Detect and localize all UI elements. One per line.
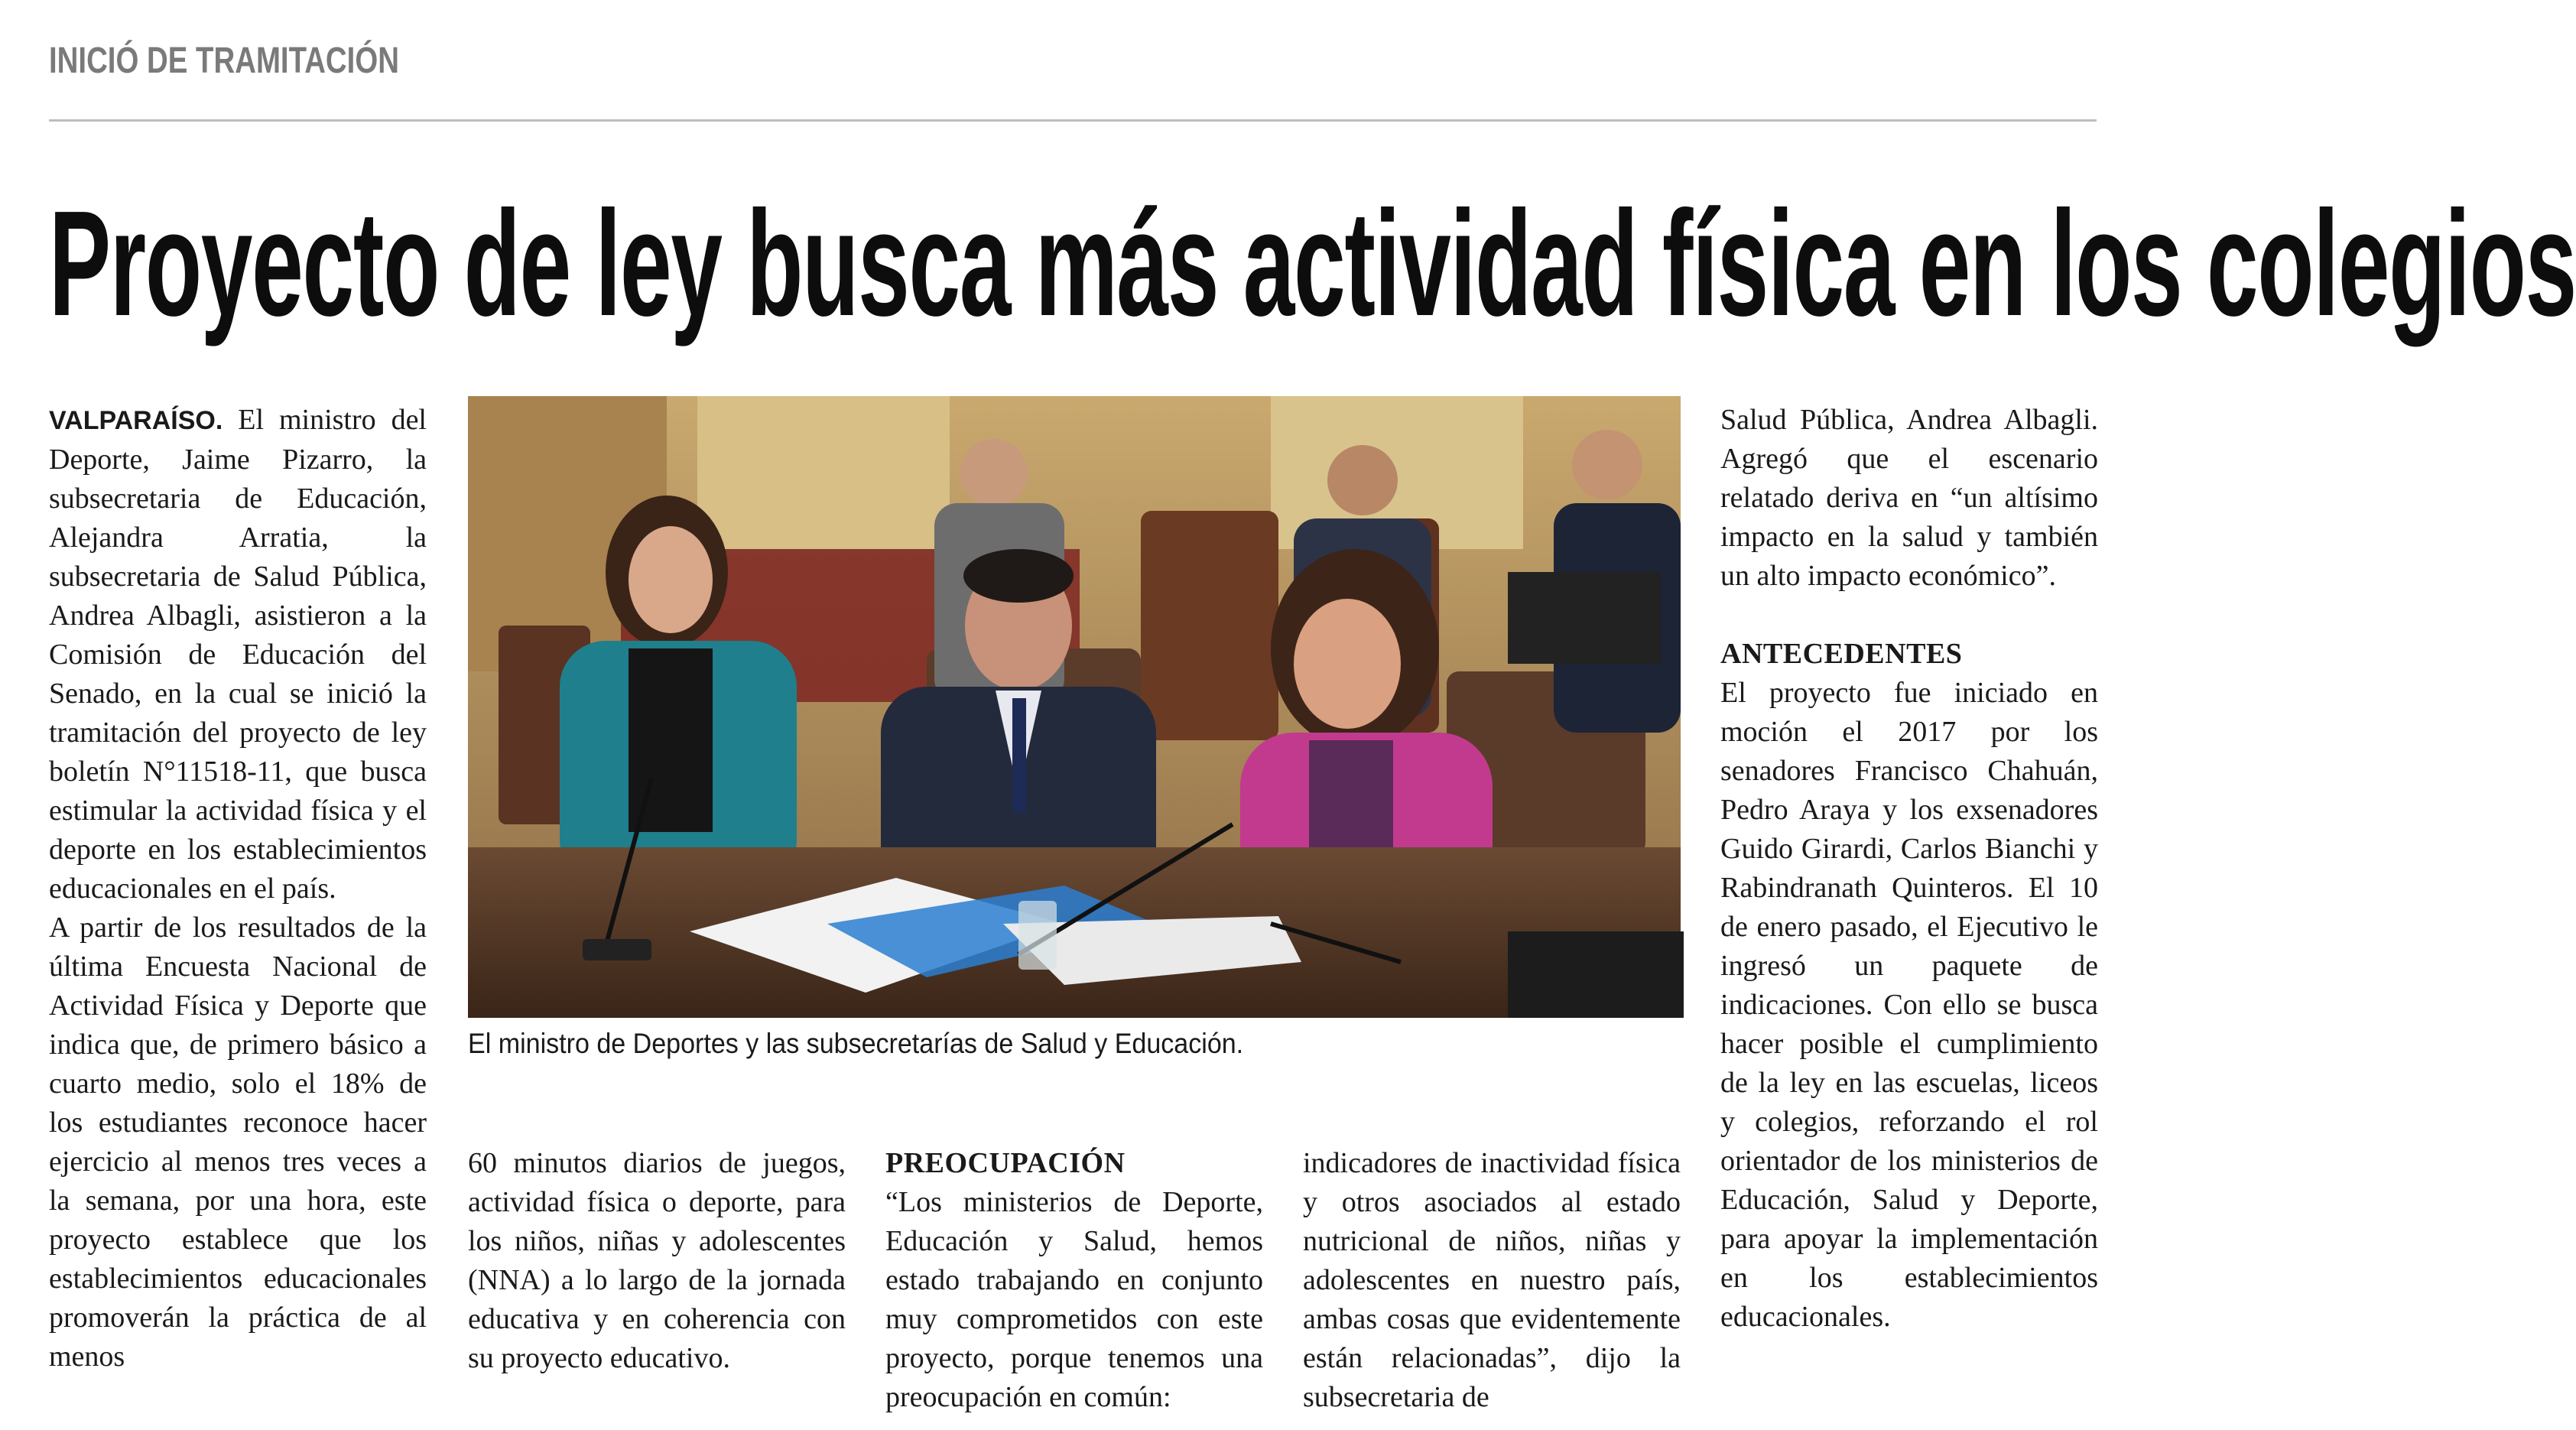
column-2-text: 60 minutos diarios de juegos, actividad física o deporte, para los niños, niñas y adolescentes (NNA) a lo largo de la jornada educativa y en coherencia con su proyecto educativo. bbox=[468, 1147, 846, 1374]
paragraph-1 bbox=[49, 401, 427, 908]
column-4-text: indicadores de inactividad física y otros asociados al estado nutricional de niños, niñas y adolescentes en nuestro país, ambas cosas que evidentemente están relacionadas”, dijo la subsecretaria de bbox=[1303, 1147, 1681, 1413]
headline: Proyecto de ley busca más actividad física en los colegios bbox=[49, 180, 2576, 347]
article-column-4 bbox=[1303, 1144, 1681, 1417]
dateline: VALPARAÍSO. bbox=[49, 406, 223, 435]
meeting-photo-illustration bbox=[468, 396, 1681, 1018]
subhead-antecedentes: ANTECEDENTES bbox=[1720, 638, 1963, 670]
section-kicker: INICIÓ DE TRAMITACIÓN bbox=[49, 41, 399, 81]
column-3-text: “Los ministerios de Deporte, Educación y Salud, hemos estado trabajando en conjunto muy comprometidos con este proyecto, porque tenemos una preocupación en común: bbox=[885, 1186, 1263, 1413]
article-column-5 bbox=[1720, 401, 2098, 1337]
news-photo bbox=[468, 396, 1681, 1018]
photo-caption: El ministro de Deportes y las subsecretarías de Salud y Educación. bbox=[468, 1028, 1244, 1059]
article-column-1 bbox=[49, 401, 427, 1376]
article-column-2 bbox=[468, 1144, 846, 1378]
paragraph-1-text: El ministro del Deporte, Jaime Pizarro, la subsecretaria de Educación, Alejandra Arratia, la subsecretaria de Salud Pública, Andrea Albagli, asistieron a la Comisión de Educación del Senado, en la cual se inició la tramitación del proyecto de ley boletín N°11518-11, que busca estimular la actividad física y el deporte en los establecimientos educacionales en el país. bbox=[49, 404, 427, 905]
paragraph-2: A partir de los resultados de la última Encuesta Nacional de Actividad Física y Deporte que indica que, de primero básico a cuarto medio, solo el 18% de los estudiantes reconoce hacer ejercicio al menos tres veces a la semana, por una hora, este proyecto establece que los establecimientos educacionales promoverán la práctica de al menos bbox=[49, 912, 427, 1373]
column-5-paragraph-1: Salud Pública, Andrea Albagli. Agregó que el escenario relatado deriva en “un altísimo impacto en la salud y también un alto impacto económico”. bbox=[1720, 404, 2098, 592]
subhead-preocupacion: PREOCUPACIÓN bbox=[885, 1147, 1126, 1179]
header-divider bbox=[49, 119, 2097, 122]
article-column-3 bbox=[885, 1144, 1263, 1417]
column-5-paragraph-2: El proyecto fue iniciado en moción el 2017 por los senadores Francisco Chahuán, Pedro Araya y los exsenadores Guido Girardi, Carlos Bianchi y Rabindranath Quinteros. El 10 de enero pasado, el Ejecutivo le ingresó un paquete de indicaciones. Con ello se busca hacer posible el cumplimiento de la ley en las escuelas, liceos y colegios, reforzando el rol orientador de los ministerios de Educación, Salud y Deporte, para apoyar la implementación en los establecimientos educacionales. bbox=[1720, 677, 2098, 1333]
